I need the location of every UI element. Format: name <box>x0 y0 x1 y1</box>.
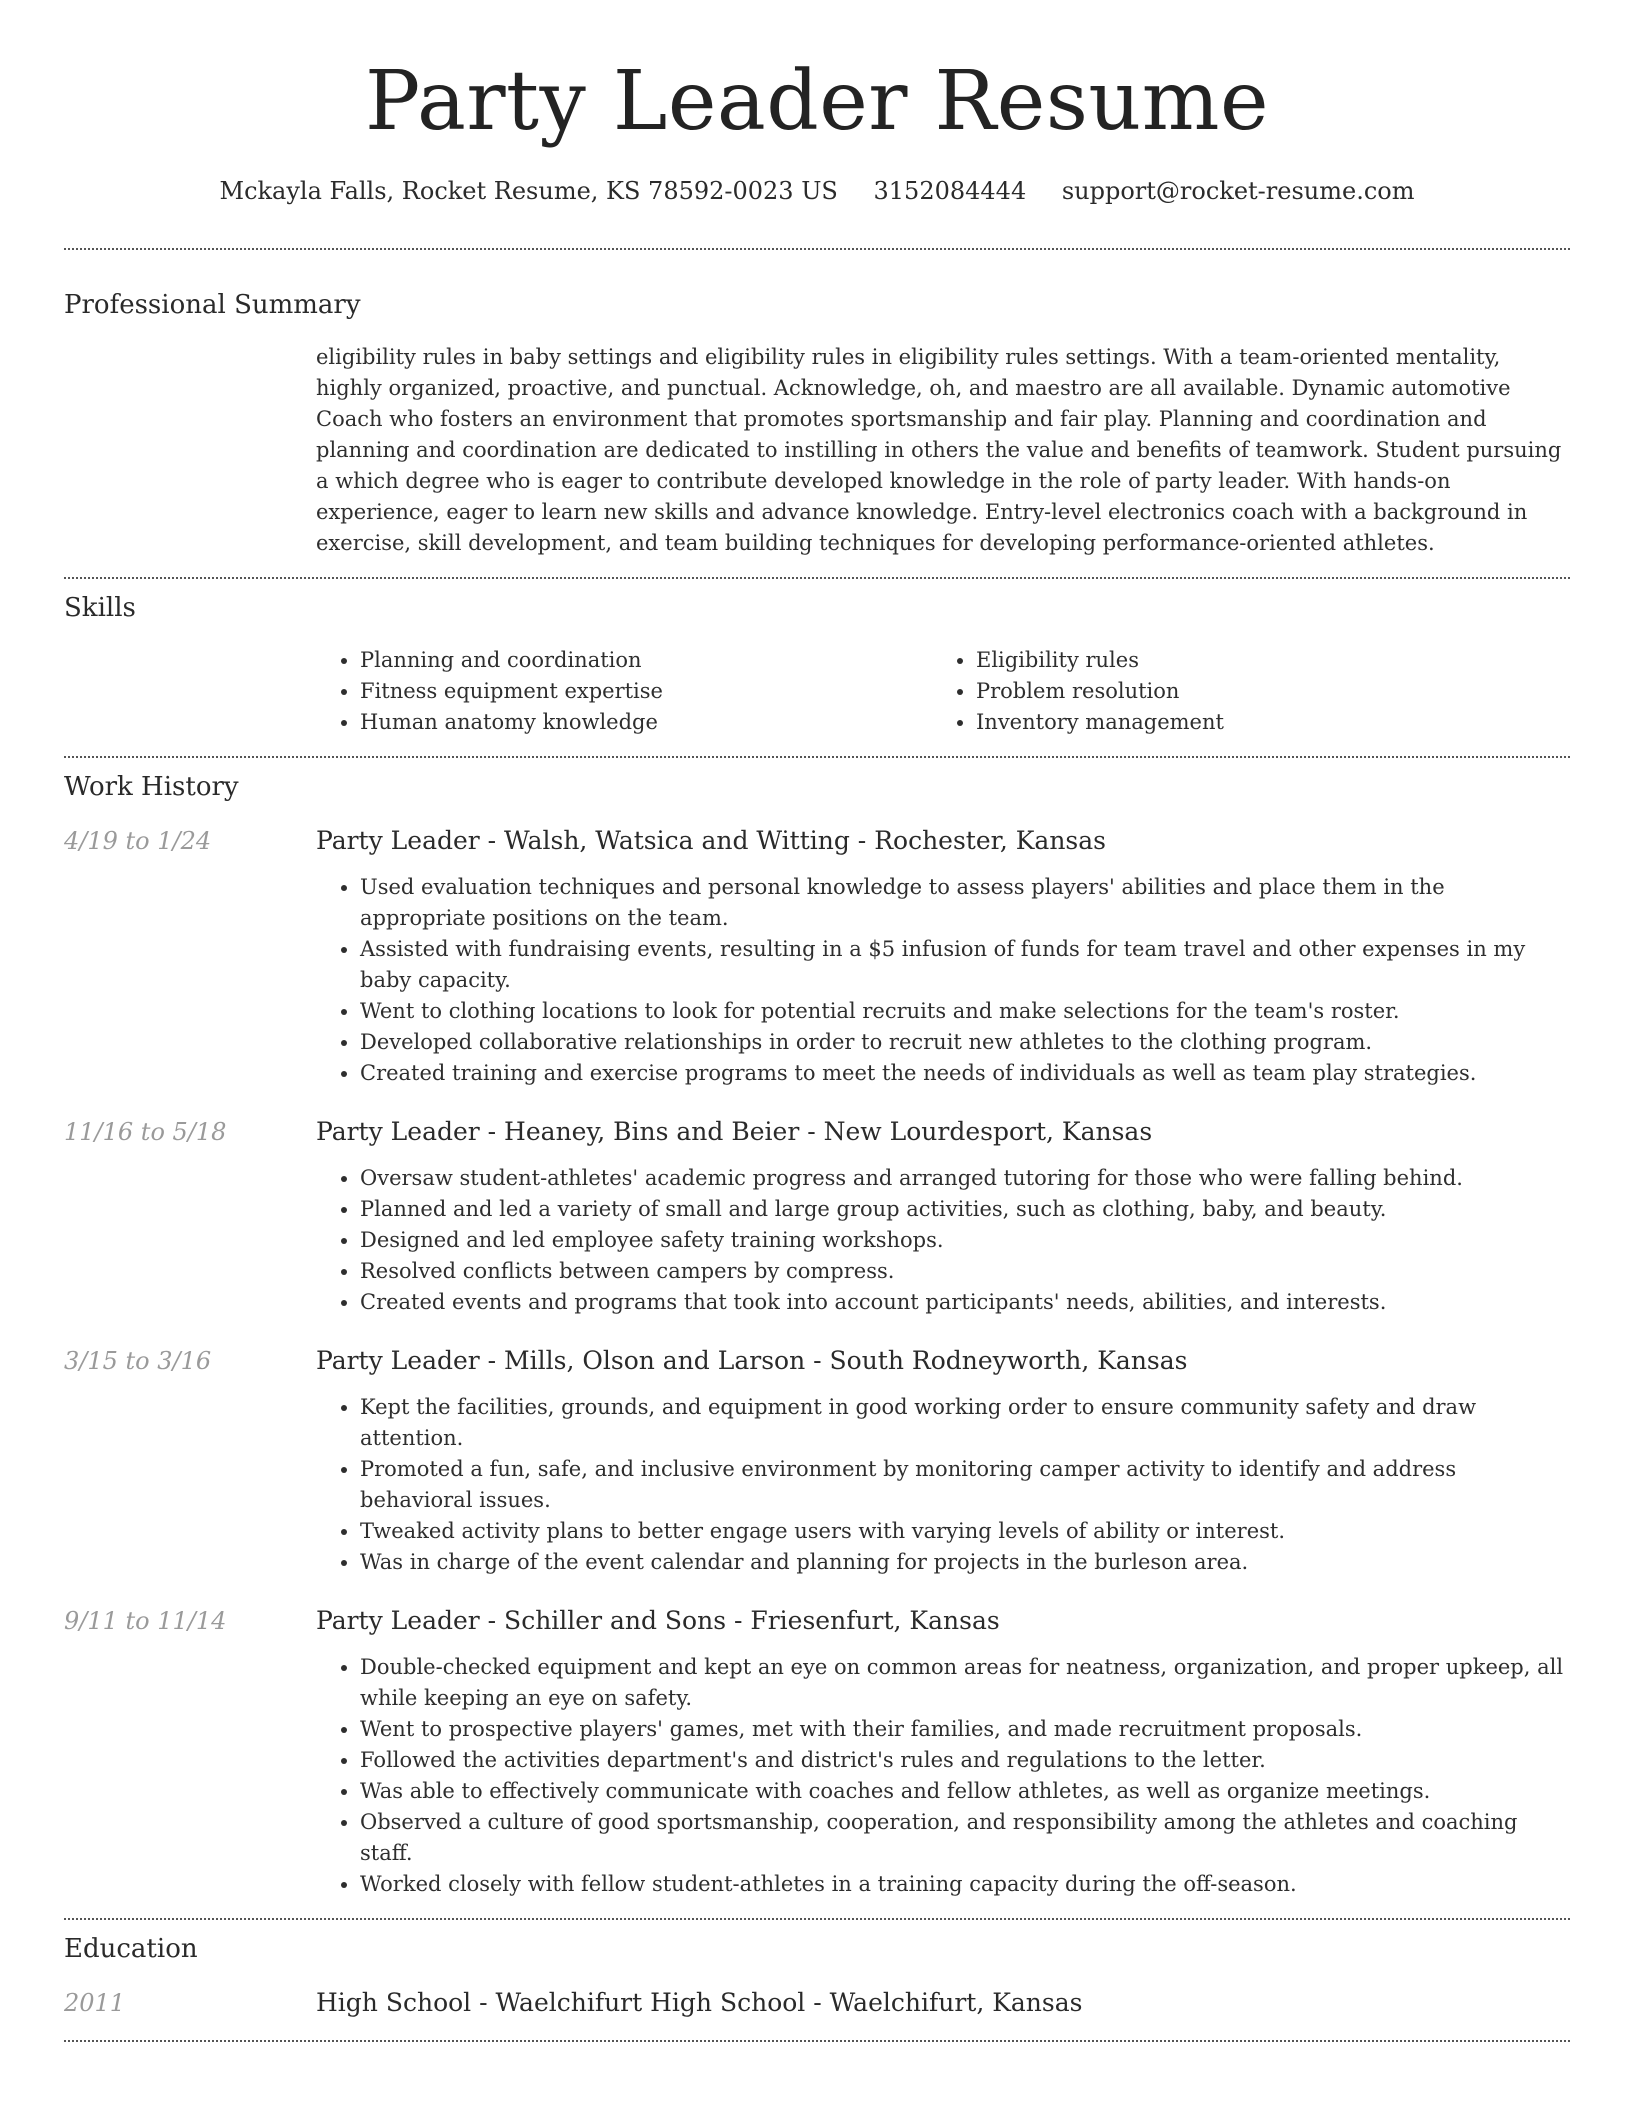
skills-column-right <box>932 645 1548 738</box>
summary-content <box>316 342 1570 559</box>
job-bullet: • Followed the activities department's and district's rules and regulations to the letter. <box>360 1745 1570 1776</box>
skills-column-left <box>316 645 932 738</box>
job-bullet: • Created events and programs that took into account participants' needs, abilities, and interests. <box>360 1287 1570 1318</box>
summary-heading: Professional Summary <box>64 290 361 320</box>
skill-item: • Fitness equipment expertise <box>360 676 932 707</box>
job-bullet: • Oversaw student-athletes' academic progress and arranged tutoring for those who were falling behind. <box>360 1163 1570 1194</box>
skill-item: • Inventory management <box>976 707 1548 738</box>
job-bullet: • Was able to effectively communicate with coaches and fellow athletes, as well as organize meetings. <box>360 1776 1570 1807</box>
education-date: 2011 <box>64 1989 126 2017</box>
job-bullet: • Used evaluation techniques and personal knowledge to assess players' abilities and place them in the appropriate positions on the team. <box>360 872 1570 934</box>
divider <box>64 2040 1570 2042</box>
work-history-section <box>64 758 1570 1900</box>
contact-phone: 3152084444 <box>873 177 1027 205</box>
job-bullet: • Promoted a fun, safe, and inclusive environment by monitoring camper activity to identify and address behavioral issues. <box>360 1454 1570 1516</box>
job-bullet: • Resolved conflicts between campers by compress. <box>360 1256 1570 1287</box>
summary-section <box>64 250 1570 559</box>
job-bullet: • Double-checked equipment and kept an eye on common areas for neatness, organization, and proper upkeep, all while keeping an eye on safety. <box>360 1652 1570 1714</box>
job-bullets <box>316 1392 1570 1578</box>
job-title: Party Leader - Heaney, Bins and Beier - New Lourdesport, Kansas <box>316 1117 1153 1146</box>
skills-list <box>316 645 1570 738</box>
education-section <box>64 1920 1570 2020</box>
job-bullet: • Worked closely with fellow student-athletes in a training capacity during the off-season. <box>360 1869 1570 1900</box>
job-bullet: • Went to prospective players' games, met with their families, and made recruitment proposals. <box>360 1714 1570 1745</box>
job-title: Party Leader - Walsh, Watsica and Witting - Rochester, Kansas <box>316 826 1106 855</box>
work-history-heading: Work History <box>64 772 239 802</box>
contact-address: Mckayla Falls, Rocket Resume, KS 78592-0023 US <box>219 177 838 205</box>
skills-heading: Skills <box>64 593 136 623</box>
education-heading: Education <box>64 1934 198 1964</box>
job-bullet: • Assisted with fundraising events, resulting in a $5 infusion of funds for team travel and other expenses in my baby capacity. <box>360 934 1570 996</box>
page-title: Party Leader Resume <box>364 54 1269 149</box>
job-date: 3/15 to 3/16 <box>64 1347 212 1375</box>
education-entry <box>64 1986 1570 2020</box>
job-bullet: • Tweaked activity plans to better engage users with varying levels of ability or interest. <box>360 1516 1570 1547</box>
job-bullet: • Kept the facilities, grounds, and equipment in good working order to ensure community safety and draw attention. <box>360 1392 1570 1454</box>
job-bullets <box>316 1163 1570 1318</box>
contact-line <box>64 174 1570 208</box>
job-bullet: • Was in charge of the event calendar and planning for projects in the burleson area. <box>360 1547 1570 1578</box>
job-date: 4/19 to 1/24 <box>64 827 212 855</box>
skill-item: • Human anatomy knowledge <box>360 707 932 738</box>
job-bullet: • Planned and led a variety of small and large group activities, such as clothing, baby, and beauty. <box>360 1194 1570 1225</box>
summary-text: eligibility rules in baby settings and eligibility rules in eligibility rules settings. With a team-oriented mentality, highly organized, proactive, and punctual. Acknowledge, oh, and maestro are all available. Dynamic automotive Coach who fosters an environment that promotes sportsmanship and fair play. Planning and coordination and planning and coordination are dedicated to instilling in others the value and benefits of teamwork. Student pursuing a which degree who is eager to contribute developed knowledge in the role of party leader. With hands-on experience, eager to learn new skills and advance knowledge. Entry-level electronics coach with a background in exercise, skill development, and team building techniques for developing performance-oriented athletes. <box>316 345 1562 555</box>
job-bullet: • Developed collaborative relationships in order to recruit new athletes to the clothing program. <box>360 1027 1570 1058</box>
job-bullet: • Observed a culture of good sportsmanship, cooperation, and responsibility among the athletes and coaching staff. <box>360 1807 1570 1869</box>
job-entry <box>64 1604 1570 1900</box>
resume-page <box>64 0 1570 2042</box>
job-bullet: • Designed and led employee safety training workshops. <box>360 1225 1570 1256</box>
job-title: Party Leader - Schiller and Sons - Friesenfurt, Kansas <box>316 1606 1000 1635</box>
job-bullets <box>316 872 1570 1089</box>
skill-item: • Planning and coordination <box>360 645 932 676</box>
job-title: Party Leader - Mills, Olson and Larson - South Rodneyworth, Kansas <box>316 1346 1188 1375</box>
contact-email: support@rocket-resume.com <box>1061 177 1415 205</box>
resume-header <box>64 0 1570 208</box>
job-entry <box>64 824 1570 1089</box>
job-bullets <box>316 1652 1570 1900</box>
skill-item: • Problem resolution <box>976 676 1548 707</box>
skill-item: • Eligibility rules <box>976 645 1548 676</box>
job-date: 9/11 to 11/14 <box>64 1607 227 1635</box>
job-entry <box>64 1344 1570 1578</box>
job-bullet: • Went to clothing locations to look for potential recruits and make selections for the team's roster. <box>360 996 1570 1027</box>
job-entry <box>64 1115 1570 1318</box>
job-date: 11/16 to 5/18 <box>64 1118 227 1146</box>
education-title: High School - Waelchifurt High School - Waelchifurt, Kansas <box>316 1988 1083 2017</box>
job-bullet: • Created training and exercise programs to meet the needs of individuals as well as team play strategies. <box>360 1058 1570 1089</box>
skills-section <box>64 579 1570 738</box>
